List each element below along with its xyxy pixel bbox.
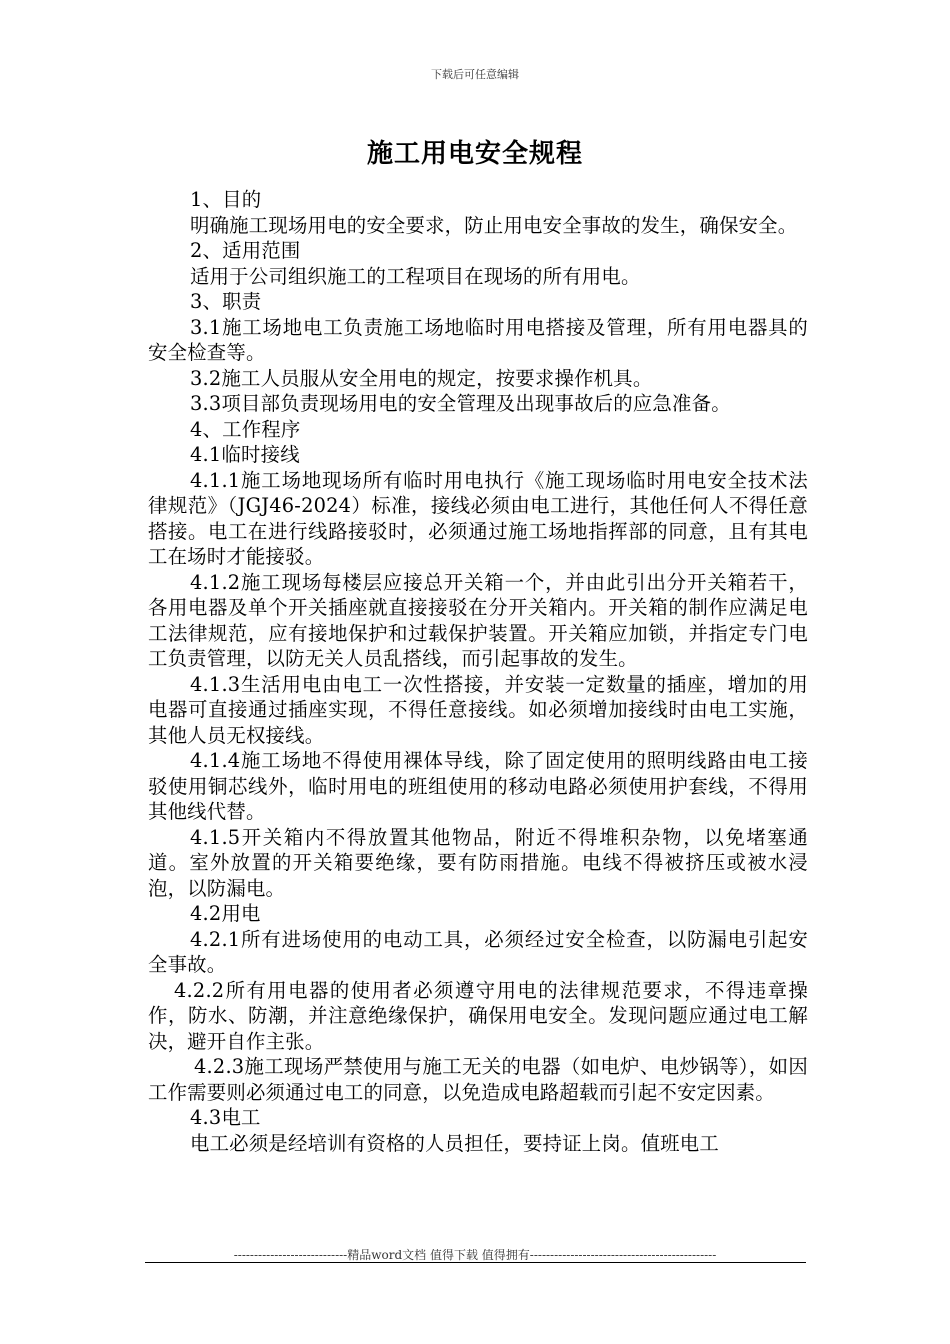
section-heading: 2、适用范围 — [190, 239, 301, 262]
paragraph: 3.2施工人员服从安全用电的规定，按要求操作机具。 — [190, 366, 653, 390]
paragraph: 适用于公司组织施工的工程项目在现场的所有用电。 — [190, 264, 641, 288]
paragraph: 4.1.2施工现场每楼层应接总开关箱一个，并由此引出分开关箱若干，各用电器及单个开关插座就直接接驳在分开关箱内。开关箱的制作应满足电工法律规范，应有接地保护和过载保护装置。开关箱应加锁，并指定专门电工负责管理，以防无关人员乱搭线，而引起事故的发生。 — [148, 570, 808, 670]
paragraph: 3.1施工场地电工负责施工场地临时用电搭接及管理，所有用电器具的安全检查等。 — [148, 315, 808, 364]
paragraph: 4.2.2所有用电器的使用者必须遵守用电的法律规范要求，不得违章操作，防水、防潮，并注意绝缘保护，确保用电安全。发现问题应通过电工解决，避开自作主张。 — [148, 978, 808, 1053]
paragraph: 电工必须是经培训有资格的人员担任，要持证上岗。值班电工 — [190, 1131, 719, 1155]
section-heading: 1、目的 — [190, 188, 262, 211]
footer-note: ----------------------------精品word文档 值得下载 值得拥有---------------------------------------------- — [233, 1248, 717, 1262]
header-note: 下载后可任意编辑 — [431, 68, 519, 81]
paragraph: 明确施工现场用电的安全要求，防止用电安全事故的发生，确保安全。 — [190, 213, 798, 237]
paragraph: 4.1.5开关箱内不得放置其他物品，附近不得堆积杂物，以免堵塞通道。室外放置的开关箱要绝缘，要有防雨措施。电线不得被挤压或被水浸泡，以防漏电。 — [148, 825, 808, 900]
section-heading: 4.3电工 — [190, 1106, 261, 1129]
paragraph: 4.1.3生活用电由电工一次性搭接，并安装一定数量的插座，增加的用电器可直接通过插座实现，不得任意接线。如必须增加接线时由电工实施，其他人员无权接线。 — [148, 672, 808, 747]
document-body — [148, 187, 808, 1156]
footer-divider — [145, 1262, 806, 1263]
section-heading: 4.2用电 — [190, 902, 261, 925]
paragraph: 4.1.1施工场地现场所有临时用电执行《施工现场临时用电安全技术法律规范》（JGJ46-2024）标准，接线必须由电工进行，其他任何人不得任意搭接。电工在进行线路接驳时，必须通过施工场地指挥部的同意，且有其电工在场时才能接驳。 — [148, 468, 808, 568]
paragraph: 4.2.3施工现场严禁使用与施工无关的电器（如电炉、电炒锅等），如因工作需要则必须通过电工的同意，以免造成电路超载而引起不安定因素。 — [148, 1055, 808, 1104]
paragraph: 4.2.1所有进场使用的电动工具，必须经过安全检查，以防漏电引起安全事故。 — [148, 927, 808, 976]
paragraph: 3.3项目部负责现场用电的安全管理及出现事故后的应急准备。 — [190, 392, 731, 415]
paragraph: 4.1.4施工场地不得使用裸体导线，除了固定使用的照明线路由电工接驳使用铜芯线外，临时用电的班组使用的移动电路必须使用护套线，不得用其他线代替。 — [148, 749, 808, 823]
section-heading: 4.1临时接线 — [190, 443, 300, 466]
section-heading: 4、工作程序 — [190, 417, 301, 441]
document-title: 施工用电安全规程 — [366, 139, 583, 169]
section-heading: 3、职责 — [190, 290, 262, 313]
